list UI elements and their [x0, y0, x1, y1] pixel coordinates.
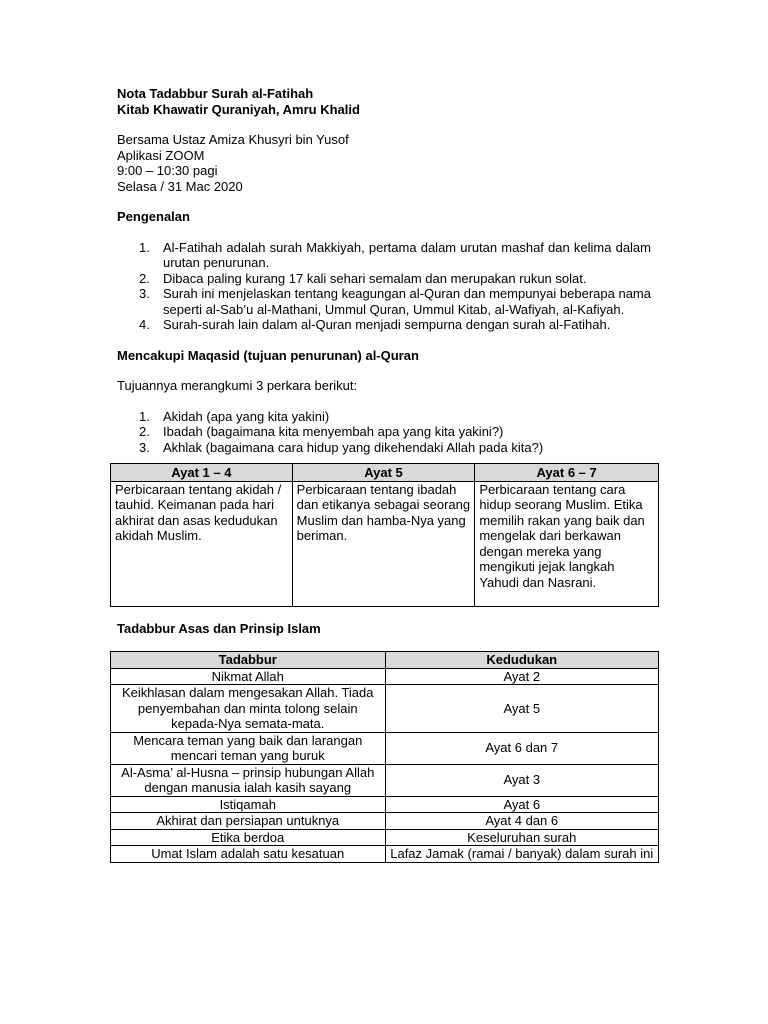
table-row: [111, 796, 659, 813]
intro-heading: Pengenalan: [117, 209, 190, 224]
tadabbur-heading: Tadabbur Asas dan Prinsip Islam: [117, 620, 321, 636]
list-item: 2. Dibaca paling kurang 17 kali sehari semalam dan merupakan rukun solat.: [139, 270, 587, 286]
table-row: [111, 732, 659, 764]
kedudukan-cell: Ayat 2: [385, 668, 659, 685]
document-page: [117, 86, 659, 863]
kedudukan-cell: Keseluruhan surah: [385, 829, 659, 846]
date-line: Selasa / 31 Mac 2020: [117, 178, 243, 194]
table-row: [111, 846, 659, 863]
tadabbur-cell: Mencara teman yang baik dan larangan mencari teman yang buruk: [111, 732, 386, 764]
document-subtitle: Kitab Khawatir Quraniyah, Amru Khalid: [117, 101, 360, 117]
ayat-header: Ayat 6 – 7: [475, 464, 659, 482]
ayat-header: Ayat 5: [292, 464, 475, 482]
intro-list: [117, 240, 651, 333]
table-row: [111, 829, 659, 846]
list-item: 2. Ibadah (bagaimana kita menyembah apa yang kita yakini?): [139, 424, 504, 439]
tadabbur-header: Kedudukan: [385, 652, 659, 669]
platform-line: Aplikasi ZOOM: [117, 147, 205, 163]
kedudukan-cell: Ayat 6: [385, 796, 659, 813]
list-item: 3. Surah ini menjelaskan tentang keagungan al-Quran dan mempunyai beberapa nama seperti al-Sab’u al-Mathani, Ummul Quran, Ummul Kitab, al-Wafiyah, al-Kafiyah.: [139, 286, 651, 317]
tadabbur-cell: Akhirat dan persiapan untuknya: [111, 813, 386, 830]
ayat-table: [110, 463, 659, 607]
ayat-cell: Perbicaraan tentang ibadah dan etikanya sebagai seorang Muslim dan hamba-Nya yang beriman.: [292, 481, 475, 606]
ayat-header: Ayat 1 – 4: [111, 464, 293, 482]
tadabbur-cell: Istiqamah: [111, 796, 386, 813]
tadabbur-table: [110, 651, 659, 863]
ayat-cell: Perbicaraan tentang akidah / tauhid. Keimanan pada hari akhirat dan asas kedudukan akidah Muslim.: [111, 481, 293, 606]
kedudukan-cell: Ayat 6 dan 7: [385, 732, 659, 764]
maqasid-heading: Mencakupi Maqasid (tujuan penurunan) al-Quran: [117, 347, 419, 363]
tadabbur-cell: Nikmat Allah: [111, 668, 386, 685]
ayat-cell: Perbicaraan tentang cara hidup seorang Muslim. Etika memilih rakan yang baik dan mengelak dari berkawan dengan mereka yang mengikuti jejak langkah Yahudi dan Nasrani.: [475, 481, 659, 606]
list-item: 1. Al-Fatihah adalah surah Makkiyah, pertama dalam urutan mashaf dan kelima dalam urutan penurunan.: [139, 239, 651, 270]
maqasid-intro: Tujuannya merangkumi 3 perkara berikut:: [117, 378, 358, 393]
tadabbur-cell: Keikhlasan dalam mengesakan Allah. Tiada penyembahan dan minta tolong selain kepada-Nya semata-mata.: [111, 685, 386, 733]
kedudukan-cell: Ayat 3: [385, 764, 659, 796]
table-row: [111, 685, 659, 733]
tadabbur-header: Tadabbur: [111, 652, 386, 669]
list-item: 3. Akhlak (bagaimana cara hidup yang dikehendaki Allah pada kita?): [139, 439, 544, 455]
kedudukan-cell: Lafaz Jamak (ramai / banyak) dalam surah ini: [385, 846, 659, 863]
kedudukan-cell: Ayat 5: [385, 685, 659, 733]
time-line: 9:00 – 10:30 pagi: [117, 163, 218, 178]
list-item: 1. Akidah (apa yang kita yakini): [139, 408, 330, 424]
tadabbur-cell: Al-Asma’ al-Husna – prinsip hubungan Allah dengan manusia ialah kasih sayang: [111, 764, 386, 796]
tadabbur-cell: Etika berdoa: [111, 829, 386, 846]
list-item: 4. Surah-surah lain dalam al-Quran menjadi sempurna dengan surah al-Fatihah.: [139, 317, 611, 332]
document-title: Nota Tadabbur Surah al-Fatihah: [117, 86, 314, 101]
maqasid-list: [117, 409, 659, 456]
tadabbur-cell: Umat Islam adalah satu kesatuan: [111, 846, 386, 863]
table-row: [111, 813, 659, 830]
speaker-line: Bersama Ustaz Amiza Khusyri bin Yusof: [117, 132, 349, 147]
kedudukan-cell: Ayat 4 dan 6: [385, 813, 659, 830]
table-row: [111, 668, 659, 685]
table-row: [111, 764, 659, 796]
